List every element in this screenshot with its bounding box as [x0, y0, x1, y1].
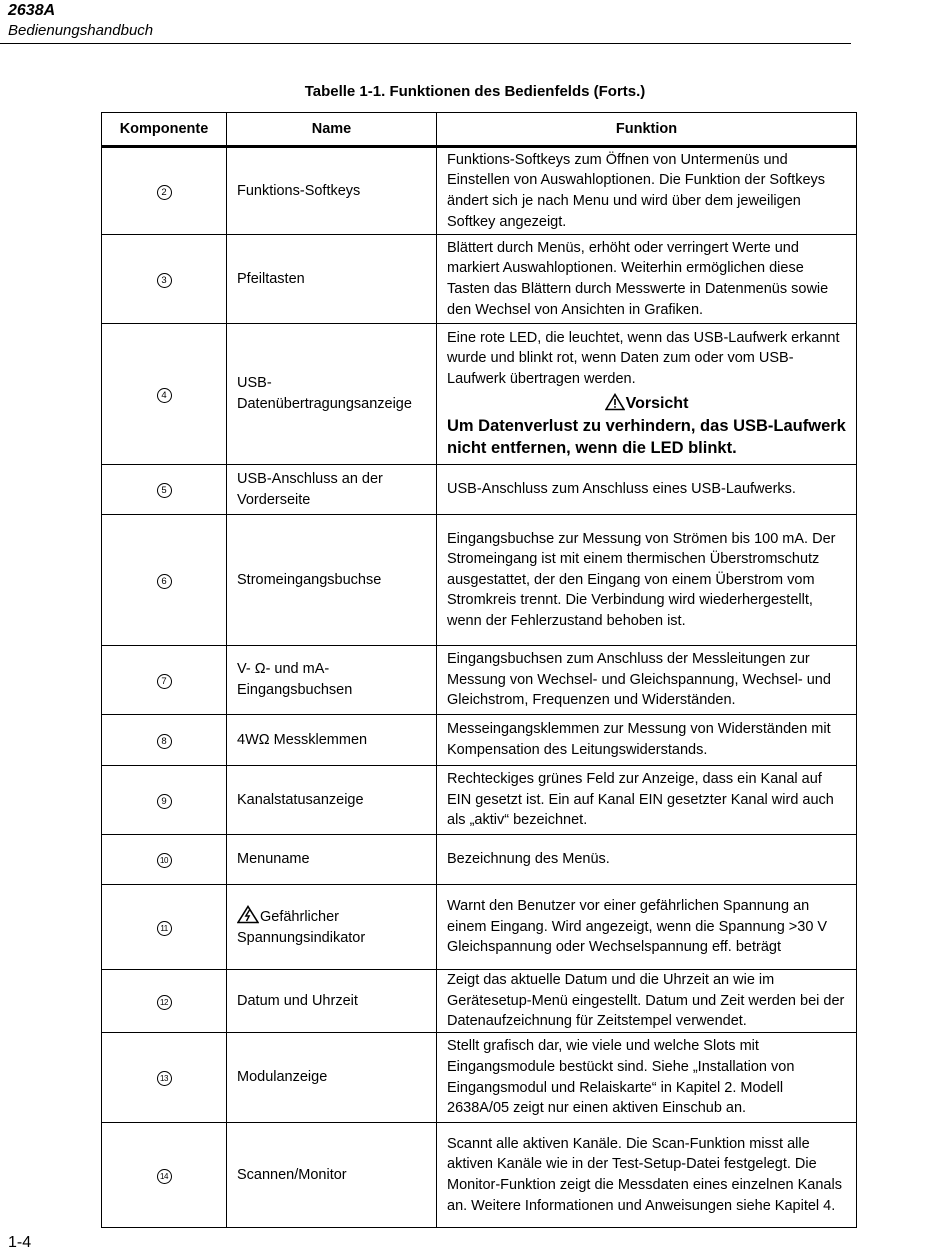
table-row	[102, 465, 857, 515]
component-number: 7	[157, 674, 172, 689]
column-header-name: Name	[227, 113, 437, 147]
caution-title: Vorsicht	[625, 395, 689, 413]
component-number: 5	[157, 483, 172, 498]
function-cell: Messeingangsklemmen zur Messung von Widerständen mit Kompensation des Leitungswiderstands.	[437, 715, 857, 766]
column-header-function: Funktion	[437, 113, 857, 147]
component-cell	[102, 324, 227, 465]
function-text: Eine rote LED, die leuchtet, wenn das USB-Laufwerk erkannt wurde und blinkt rot, wenn Daten zum oder vom USB-Laufwerk übertragen werden.	[447, 329, 840, 387]
name-cell: Menuname	[227, 835, 437, 885]
name-cell: USB-Datenübertragungsanzeige	[227, 324, 437, 465]
component-cell	[102, 235, 227, 324]
function-cell: Bezeichnung des Menüs.	[437, 835, 857, 885]
page-number: 1-4	[8, 1234, 32, 1251]
function-cell: Rechteckiges grünes Feld zur Anzeige, dass ein Kanal auf EIN gesetzt ist. Ein auf Kanal EIN gesetzter Kanal wird auch als „aktiv“ bezeichnet.	[437, 766, 857, 835]
table-row	[102, 515, 857, 646]
component-cell	[102, 766, 227, 835]
name-cell: Funktions-Softkeys	[227, 147, 437, 235]
component-cell	[102, 515, 227, 646]
document-subtitle: Bedienungshandbuch	[8, 22, 154, 39]
document-model: 2638A	[8, 2, 56, 19]
table-row	[102, 235, 857, 324]
component-number: 10	[157, 853, 172, 868]
table-row	[102, 885, 857, 970]
function-cell: Warnt den Benutzer vor einer gefährlichen Spannung an einem Eingang. Wird angezeigt, wenn die Spannung >30 V Gleichspannung oder Wechselspannung eff. beträgt	[437, 885, 857, 970]
function-cell: Scannt alle aktiven Kanäle. Die Scan-Funktion misst alle aktiven Kanäle wie in der Test-Setup-Datei festgelegt. Die Monitor-Funktion zeigt die Messdaten eines einzelnen Kanals an. Weitere Informationen und Anweisungen siehe Kapitel 4.	[437, 1123, 857, 1228]
table-row	[102, 970, 857, 1033]
component-cell	[102, 1033, 227, 1123]
function-cell: Funktions-Softkeys zum Öffnen von Untermenüs und Einstellen von Auswahloptionen. Die Funktion der Softkeys ändert sich je nach Menu und wird über dem jeweiligen Softkey angezeigt.	[437, 147, 857, 235]
table-row	[102, 646, 857, 715]
component-number: 9	[157, 794, 172, 809]
warning-triangle-icon	[605, 393, 625, 411]
hazardous-voltage-icon	[237, 905, 259, 924]
name-cell: Datum und Uhrzeit	[227, 970, 437, 1033]
component-cell	[102, 147, 227, 235]
component-number: 13	[157, 1071, 172, 1086]
function-cell: Eingangsbuchsen zum Anschluss der Messleitungen zur Messung von Wechsel- und Gleichspannung, Wechsel- und Gleichstrom, Frequenzen und Widerständen.	[437, 646, 857, 715]
function-cell: USB-Anschluss zum Anschluss eines USB-Laufwerks.	[437, 465, 857, 515]
component-number: 8	[157, 734, 172, 749]
table-row	[102, 835, 857, 885]
caution-heading	[447, 393, 846, 415]
function-cell: Stellt grafisch dar, wie viele und welche Slots mit Eingangsmodule bestückt sind. Siehe „Installation von Eingangsmodul und Relaiskarte“ in Kapitel 2. Modell 2638A/05 zeigt nur einen aktiven Einschub an.	[437, 1033, 857, 1123]
table-row	[102, 1123, 857, 1228]
caution-text: Um Datenverlust zu verhindern, das USB-Laufwerk nicht entfernen, wenn die LED blinkt.	[447, 417, 846, 458]
component-number: 2	[157, 185, 172, 200]
name-cell: Kanalstatusanzeige	[227, 766, 437, 835]
component-number: 6	[157, 574, 172, 589]
table-header-row	[102, 113, 857, 147]
table-row	[102, 766, 857, 835]
component-number: 3	[157, 273, 172, 288]
component-cell	[102, 646, 227, 715]
component-cell	[102, 835, 227, 885]
name-cell: Pfeiltasten	[227, 235, 437, 324]
function-cell: Eingangsbuchse zur Messung von Strömen bis 100 mA. Der Stromeingang ist mit einem thermischen Überstromschutz ausgestattet, der den Eingang von einem Überstrom vom Stromkreis trennt. Die Verbindung wird wiederhergestellt, wenn der Fehlerzustand behoben ist.	[437, 515, 857, 646]
name-cell	[227, 885, 437, 970]
name-cell: V- Ω- und mA-Eingangsbuchsen	[227, 646, 437, 715]
table-row	[102, 715, 857, 766]
function-cell	[437, 324, 857, 465]
column-header-component: Komponente	[102, 113, 227, 147]
name-cell: Modulanzeige	[227, 1033, 437, 1123]
name-cell: 4WΩ Messklemmen	[227, 715, 437, 766]
table-row	[102, 147, 857, 235]
component-number: 14	[157, 1169, 172, 1184]
table-row	[102, 1033, 857, 1123]
component-cell	[102, 885, 227, 970]
component-number: 11	[157, 921, 172, 936]
function-table	[101, 112, 857, 1228]
table-caption: Tabelle 1-1. Funktionen des Bedienfelds (Forts.)	[304, 83, 646, 100]
component-cell	[102, 715, 227, 766]
component-cell	[102, 465, 227, 515]
name-text: Gefährlicher Spannungsindikator	[237, 909, 366, 946]
component-cell	[102, 1123, 227, 1228]
function-cell: Zeigt das aktuelle Datum und die Uhrzeit an wie im Gerätesetup-Menü eingestellt. Datum und Zeit werden bei der Datenaufzeichnung für Zeitstempel verwendet.	[437, 970, 857, 1033]
component-cell	[102, 970, 227, 1033]
component-number: 4	[157, 388, 172, 403]
component-number: 12	[157, 995, 172, 1010]
table-row	[102, 324, 857, 465]
name-cell: USB-Anschluss an der Vorderseite	[227, 465, 437, 515]
header-rule	[0, 43, 851, 44]
name-cell: Scannen/Monitor	[227, 1123, 437, 1228]
name-cell: Stromeingangsbuchse	[227, 515, 437, 646]
function-cell: Blättert durch Menüs, erhöht oder verringert Werte und markiert Auswahloptionen. Weiterhin ermöglichen diese Tasten das Blättern durch Messwerte in Datenmenüs sowie den Wechsel von Ansichten in Grafiken.	[437, 235, 857, 324]
